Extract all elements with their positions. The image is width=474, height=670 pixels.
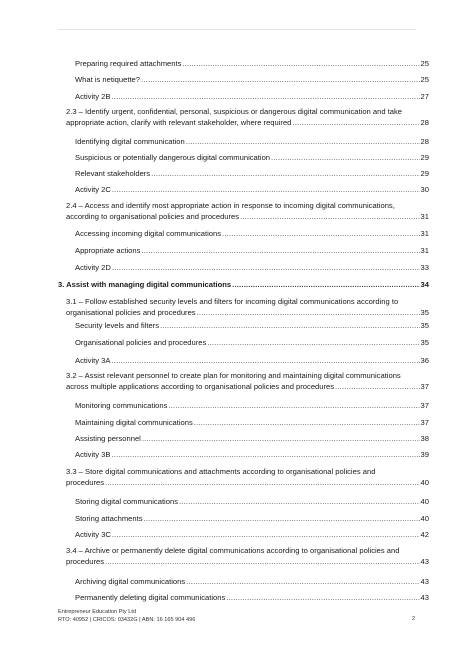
toc-entry-row bbox=[75, 513, 429, 524]
toc-page-number: 31 bbox=[420, 212, 429, 221]
toc-entry-title-line: 3.3 – Store digital communications and attachments according to organisational policies and bbox=[66, 467, 376, 476]
toc-entry[interactable] bbox=[75, 400, 429, 411]
toc-entry-row bbox=[58, 279, 429, 290]
dot-leader bbox=[141, 74, 420, 85]
toc-entry[interactable] bbox=[75, 529, 429, 540]
dot-leader bbox=[335, 381, 420, 392]
dot-leader bbox=[226, 592, 419, 603]
toc-entry-row bbox=[75, 184, 429, 195]
toc-entry-title-line: 3.4 – Archive or permanently delete digital communications according to organisational policies and bbox=[66, 546, 400, 555]
toc-entry-row bbox=[75, 245, 429, 256]
toc-entry[interactable] bbox=[75, 417, 429, 428]
toc-entry[interactable] bbox=[75, 74, 429, 85]
toc-entry-title: Preparing required attachments bbox=[75, 59, 182, 68]
toc-entry-title-line: 2.3 – Identify urgent, confidential, personal, suspicious or dangerous digital communication and take bbox=[66, 107, 403, 116]
toc-entry-row bbox=[75, 355, 429, 366]
dot-leader bbox=[141, 245, 419, 256]
toc-page-number: 28 bbox=[420, 137, 429, 146]
dot-leader bbox=[111, 355, 419, 366]
toc-entry-row bbox=[66, 477, 429, 488]
toc-entry-title: organisational policies and procedures bbox=[66, 308, 196, 317]
toc-entry[interactable] bbox=[75, 228, 429, 239]
toc-subsection-entry[interactable] bbox=[66, 296, 429, 318]
toc-entry[interactable] bbox=[75, 513, 429, 524]
toc-entry[interactable] bbox=[75, 168, 429, 179]
dot-leader bbox=[186, 576, 419, 587]
toc-page-number: 42 bbox=[420, 530, 429, 539]
toc-entry-row bbox=[75, 58, 429, 69]
toc-entry-title: Activity 3B bbox=[75, 450, 111, 459]
toc-entry-row bbox=[75, 496, 429, 507]
toc-page-number: 30 bbox=[420, 185, 429, 194]
toc-page-number: 43 bbox=[420, 577, 429, 586]
toc-page-number: 35 bbox=[420, 321, 429, 330]
dot-leader bbox=[105, 556, 420, 567]
toc-subsection-entry[interactable] bbox=[66, 200, 429, 222]
dot-leader bbox=[160, 320, 420, 331]
toc-subsection-entry[interactable] bbox=[66, 106, 429, 128]
dot-leader bbox=[111, 91, 419, 102]
toc-page-number: 29 bbox=[420, 153, 429, 162]
toc-page-number: 27 bbox=[420, 92, 429, 101]
dot-leader bbox=[105, 477, 420, 488]
toc-entry-title: Maintaining digital communications bbox=[75, 418, 193, 427]
dot-leader bbox=[292, 117, 419, 128]
toc-entry-title: Identifying digital communication bbox=[75, 137, 185, 146]
toc-page-number: 40 bbox=[420, 497, 429, 506]
toc-entry[interactable] bbox=[75, 496, 429, 507]
dot-leader bbox=[197, 307, 420, 318]
toc-subsection-entry[interactable] bbox=[66, 466, 429, 488]
toc-entry-row bbox=[75, 74, 429, 85]
toc-page-number: 25 bbox=[420, 59, 429, 68]
toc-entry-row bbox=[75, 417, 429, 428]
toc-entry-title: Relevant stakeholders bbox=[75, 169, 151, 178]
footer-registration-ids: RTO: 40952 | CRICOS: 03432G | ABN: 16 165 904 496 bbox=[58, 616, 196, 623]
toc-entry-row bbox=[66, 307, 429, 318]
toc-page-number: 40 bbox=[420, 514, 429, 523]
toc-page-number: 35 bbox=[420, 338, 429, 347]
toc-entry-title: Permanently deleting digital communications bbox=[75, 593, 226, 602]
toc-entry-title: across multiple applications according to organisational policies and procedures bbox=[66, 382, 335, 391]
toc-entry-row bbox=[66, 381, 429, 392]
toc-entry-row bbox=[75, 449, 429, 460]
toc-page-number: 29 bbox=[420, 169, 429, 178]
toc-entry-title: Activity 2B bbox=[75, 92, 111, 101]
toc-entry[interactable] bbox=[75, 449, 429, 460]
dot-leader bbox=[232, 279, 419, 290]
dot-leader bbox=[222, 228, 420, 239]
toc-entry-title: Suspicious or potentially dangerous digital communication bbox=[75, 153, 271, 162]
toc-page-number: 43 bbox=[420, 557, 429, 566]
toc-entry-title: Monitoring communications bbox=[75, 401, 168, 410]
toc-page-number: 35 bbox=[420, 308, 429, 317]
toc-entry-title: according to organisational policies and procedures bbox=[66, 212, 240, 221]
dot-leader bbox=[112, 262, 420, 273]
toc-entry-title: 3. Assist with managing digital communications bbox=[58, 280, 232, 289]
toc-entry-row bbox=[66, 556, 429, 567]
toc-entry[interactable] bbox=[75, 136, 429, 147]
toc-page-number: 37 bbox=[420, 401, 429, 410]
dot-leader bbox=[207, 337, 419, 348]
toc-entry-title: Security levels and filters bbox=[75, 321, 159, 330]
toc-page-number: 31 bbox=[420, 229, 429, 238]
toc-page-number: 31 bbox=[420, 246, 429, 255]
toc-entry-row bbox=[75, 337, 429, 348]
toc-subsection-entry[interactable] bbox=[66, 545, 429, 567]
toc-section-heading[interactable] bbox=[58, 279, 429, 290]
toc-entry-row bbox=[66, 117, 429, 128]
toc-entry-row bbox=[66, 211, 429, 222]
toc-entry-row bbox=[75, 320, 429, 331]
toc-page-number: 34 bbox=[420, 280, 429, 289]
toc-entry-title: Activity 2D bbox=[75, 263, 111, 272]
toc-entry-title: procedures bbox=[66, 478, 104, 487]
toc-page-number: 37 bbox=[420, 418, 429, 427]
toc-entry-title: Assisting personnel bbox=[75, 434, 141, 443]
toc-entry-title: Accessing incoming digital communications bbox=[75, 229, 222, 238]
dot-leader bbox=[186, 136, 420, 147]
dot-leader bbox=[240, 211, 419, 222]
dot-leader bbox=[182, 58, 419, 69]
toc-entry[interactable] bbox=[75, 245, 429, 256]
toc-entry[interactable] bbox=[75, 355, 429, 366]
toc-entry-title: Activity 3C bbox=[75, 530, 111, 539]
dot-leader bbox=[112, 184, 420, 195]
toc-entry-title: Storing digital communications bbox=[75, 497, 178, 506]
dot-leader bbox=[179, 496, 420, 507]
toc-entry-title: appropriate action, clarify with relevant stakeholder, where required bbox=[66, 118, 292, 127]
toc-entry-row bbox=[75, 592, 429, 603]
dot-leader bbox=[142, 433, 420, 444]
toc-subsection-entry[interactable] bbox=[66, 370, 429, 392]
toc-entry-row bbox=[75, 529, 429, 540]
footer-company: Entrepreneur Education Pty Ltd bbox=[58, 609, 137, 615]
dot-leader bbox=[194, 417, 420, 428]
toc-entry-row bbox=[75, 400, 429, 411]
toc-entry-title-line: 2.4 – Access and identify most appropriate action in response to incoming digital communications, bbox=[66, 201, 395, 210]
toc-entry-row bbox=[75, 228, 429, 239]
toc-entry-title: Appropriate actions bbox=[75, 246, 141, 255]
toc-entry[interactable] bbox=[75, 58, 429, 69]
toc-entry[interactable] bbox=[75, 184, 429, 195]
toc-entry-title: procedures bbox=[66, 557, 104, 566]
toc-entry-title: Storing attachments bbox=[75, 514, 143, 523]
toc-page-number: 39 bbox=[420, 450, 429, 459]
toc-entry-title: Organisational policies and procedures bbox=[75, 338, 207, 347]
toc-entry-row bbox=[75, 91, 429, 102]
page-footer bbox=[58, 609, 195, 624]
toc-entry-row bbox=[75, 262, 429, 273]
toc-entry[interactable] bbox=[75, 576, 429, 587]
toc-page-number: 25 bbox=[420, 75, 429, 84]
dot-leader bbox=[144, 513, 420, 524]
dot-leader bbox=[271, 152, 420, 163]
dot-leader bbox=[151, 168, 419, 179]
toc-entry-title: What is netiquette? bbox=[75, 75, 141, 84]
toc-page-number: 36 bbox=[420, 356, 429, 365]
toc-entry-row bbox=[75, 152, 429, 163]
toc-page-number: 43 bbox=[420, 593, 429, 602]
toc-entry[interactable] bbox=[75, 337, 429, 348]
toc-entry[interactable] bbox=[75, 262, 429, 273]
dot-leader bbox=[111, 449, 419, 460]
toc-entry-title: Activity 2C bbox=[75, 185, 111, 194]
toc-entry[interactable] bbox=[75, 91, 429, 102]
toc-entry-row bbox=[75, 168, 429, 179]
dot-leader bbox=[112, 529, 420, 540]
toc-entry-title-line: 3.2 – Assist relevant personnel to create plan for monitoring and maintaining digital communications bbox=[66, 371, 401, 380]
toc-entry-title: Archiving digital communications bbox=[75, 577, 186, 586]
dot-leader bbox=[168, 400, 419, 411]
toc-entry-title: Activity 3A bbox=[75, 356, 111, 365]
toc-entry-row bbox=[75, 576, 429, 587]
toc-entry[interactable] bbox=[75, 592, 429, 603]
toc-entry-row bbox=[75, 433, 429, 444]
page-number: 2 bbox=[412, 616, 416, 622]
toc-page-number: 40 bbox=[420, 478, 429, 487]
toc-page-number: 38 bbox=[420, 434, 429, 443]
toc-page-number: 37 bbox=[420, 382, 429, 391]
toc-entry[interactable] bbox=[75, 433, 429, 444]
toc-entry[interactable] bbox=[75, 320, 429, 331]
toc-page-number: 28 bbox=[420, 118, 429, 127]
toc-entry[interactable] bbox=[75, 152, 429, 163]
toc-entry-title-line: 3.1 – Follow established security levels and filters for incoming digital communications according to bbox=[66, 297, 399, 306]
toc-page-number: 33 bbox=[420, 263, 429, 272]
toc-entry-row bbox=[75, 136, 429, 147]
header-rule bbox=[58, 29, 416, 30]
